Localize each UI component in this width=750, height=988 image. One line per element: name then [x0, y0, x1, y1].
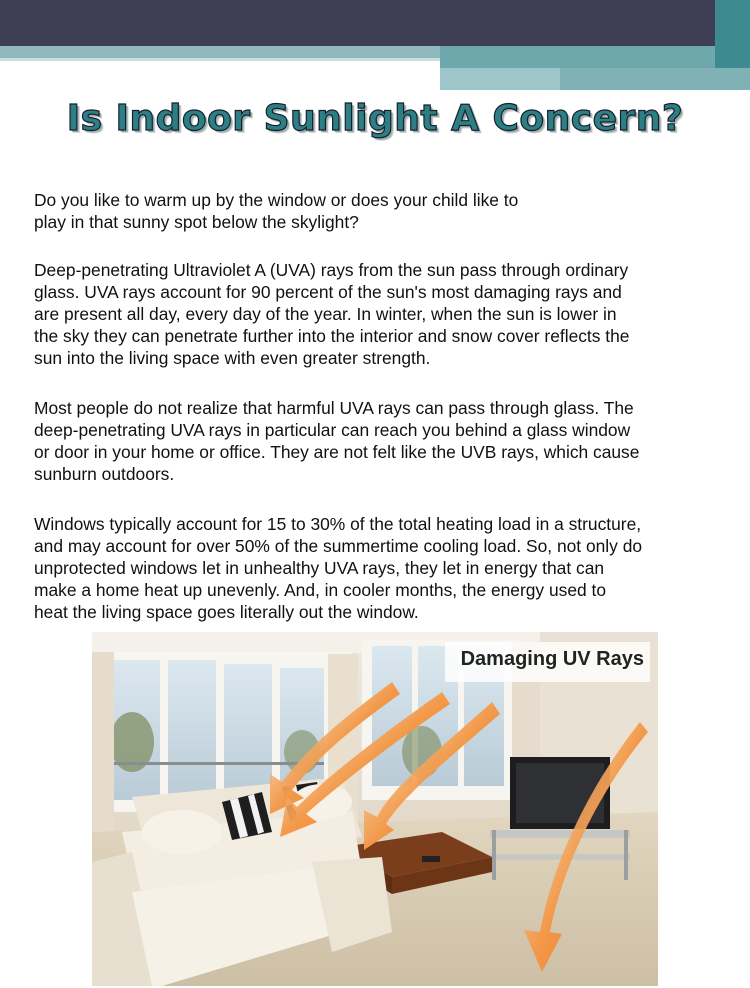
living-room-photo [92, 632, 658, 986]
paragraph-line: sunburn outdoors. [34, 464, 175, 484]
paragraph-windows [34, 513, 724, 623]
paragraph-line: play in that sunny spot below the skylight? [34, 212, 359, 232]
header-band-mid [440, 46, 715, 68]
header-band-tail-dark [560, 68, 750, 90]
paragraph-line: are present all day, every day of the year. In winter, when the sun is lower in [34, 304, 617, 324]
paragraph-uva [34, 259, 724, 369]
paragraph-line: the sky they can penetrate further into the interior and snow cover reflects the [34, 326, 630, 346]
paragraph-line: glass. UVA rays account for 90 percent of the sun's most damaging rays and [34, 282, 622, 302]
paragraph-intro [34, 189, 724, 233]
paragraph-line: unprotected windows let in unhealthy UVA rays, they let in energy that can [34, 558, 605, 578]
paragraph-line: sun into the living space with even greater strength. [34, 348, 431, 368]
paragraph-line: Deep-penetrating Ultraviolet A (UVA) rays from the sun pass through ordinary [34, 260, 629, 280]
photo-caption: Damaging UV Rays [460, 648, 644, 670]
paragraph-line: and may account for over 50% of the summertime cooling load. So, not only do [34, 536, 643, 556]
paragraph-glass [34, 397, 724, 485]
paragraph-line: or door in your home or office. They are not felt like the UVB rays, which cause [34, 442, 640, 462]
header-band-thin [0, 58, 440, 61]
paragraph-line: Do you like to warm up by the window or does your child like to [34, 190, 519, 210]
paragraph-line: deep-penetrating UVA rays in particular can reach you behind a glass window [34, 420, 631, 440]
paragraph-line: heat the living space goes literally out the window. [34, 602, 419, 622]
page-title: Is Indoor Sunlight A Concern? [66, 98, 684, 139]
living-room-illustration [92, 632, 658, 986]
header-band-teal [715, 0, 750, 68]
paragraph-line: make a home heat up unevenly. And, in cooler months, the energy used to [34, 580, 606, 600]
paragraph-line: Most people do not realize that harmful UVA rays can pass through glass. The [34, 398, 634, 418]
paragraph-line: Windows typically account for 15 to 30% of the total heating load in a structure, [34, 514, 642, 534]
header-band-dark [0, 0, 750, 46]
